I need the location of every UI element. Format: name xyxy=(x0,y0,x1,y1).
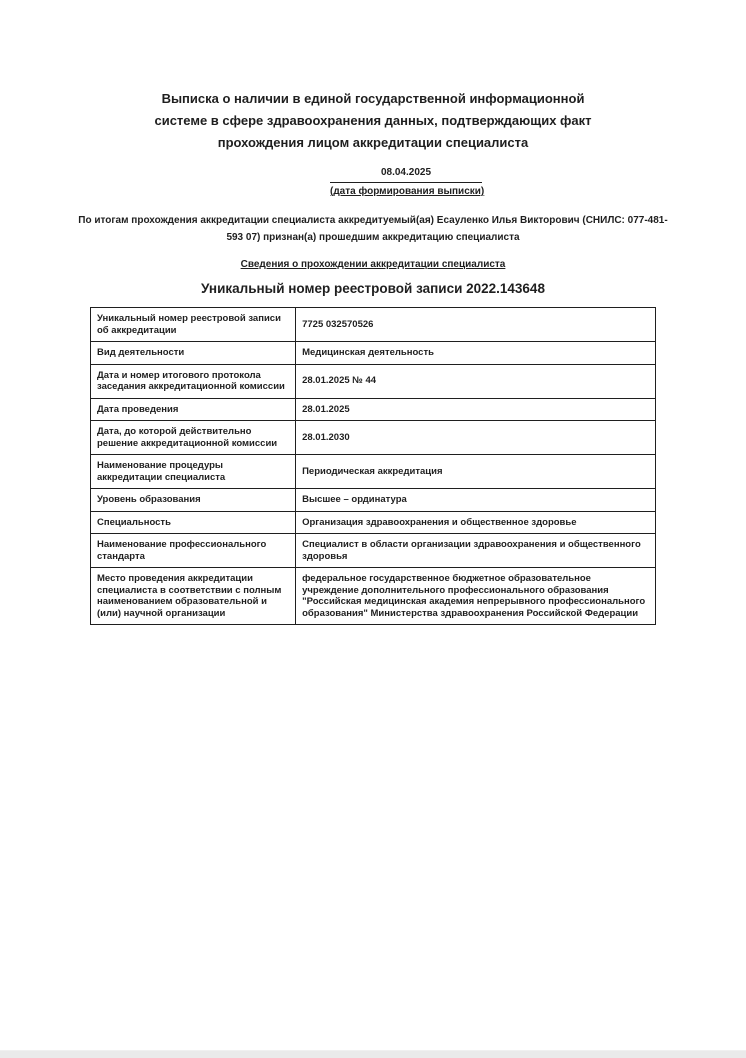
field-value: Периодическая аккредитация xyxy=(296,455,656,489)
registry-number-heading: Уникальный номер реестровой записи 2022.143648 xyxy=(201,281,545,296)
table-row xyxy=(91,455,656,489)
field-label: Дата и номер итогового протокола заседания аккредитационной комиссии xyxy=(91,364,296,398)
table-row xyxy=(91,342,656,365)
horizontal-scrollbar-track[interactable] xyxy=(0,1050,746,1058)
title-line: прохождения лицом аккредитации специалиста xyxy=(217,135,529,150)
intro-paragraph xyxy=(74,212,672,246)
table-row xyxy=(91,398,656,421)
intro-line: 593 07) признан(а) прошедшим аккредитацию специалиста xyxy=(226,232,520,243)
field-label: Дата проведения xyxy=(91,398,296,421)
accreditation-table-body xyxy=(91,308,656,625)
field-value: 28.01.2025 xyxy=(296,398,656,421)
field-label: Наименование процедуры аккредитации специалиста xyxy=(91,455,296,489)
field-label: Наименование профессионального стандарта xyxy=(91,534,296,568)
title-line: системе в сфере здравоохранения данных, подтверждающих факт xyxy=(154,113,592,128)
field-value: Высшее – ординатура xyxy=(296,489,656,512)
issue-date-block xyxy=(330,166,485,199)
title-line: Выписка о наличии в единой государственной информационной xyxy=(161,91,585,106)
intro-line: По итогам прохождения аккредитации специалиста аккредитуемый(ая) Есауленко Илья Викторович (СНИЛС: 077-481- xyxy=(78,215,668,226)
accreditation-table xyxy=(90,307,656,625)
field-value: 7725 032570526 xyxy=(296,308,656,342)
field-label: Дата, до которой действительно решение аккредитационной комиссии xyxy=(91,421,296,455)
field-value: 28.01.2025 № 44 xyxy=(296,364,656,398)
field-label: Место проведения аккредитации специалиста в соответствии с полным наименованием образовательной и (или) научной организации xyxy=(91,568,296,625)
table-row xyxy=(91,489,656,512)
field-value: 28.01.2030 xyxy=(296,421,656,455)
field-value: Специалист в области организации здравоохранения и общественного здоровья xyxy=(296,534,656,568)
field-label: Уникальный номер реестровой записи об аккредитации xyxy=(91,308,296,342)
issue-date: 08.04.2025 xyxy=(330,166,482,183)
table-row xyxy=(91,568,656,625)
section-heading: Сведения о прохождении аккредитации специалиста xyxy=(240,259,506,270)
field-value: Медицинская деятельность xyxy=(296,342,656,365)
field-value: Организация здравоохранения и общественное здоровье xyxy=(296,511,656,534)
table-row xyxy=(91,534,656,568)
table-row xyxy=(91,364,656,398)
issue-date-caption: (дата формирования выписки) xyxy=(330,186,485,197)
field-label: Уровень образования xyxy=(91,489,296,512)
table-row xyxy=(91,511,656,534)
table-row xyxy=(91,421,656,455)
document-title xyxy=(88,88,658,154)
field-value: федеральное государственное бюджетное образовательное учреждение дополнительного профессионального образования "Российская медицинская академия непрерывного профессионального образования" Министерства здравоохранения Российской Федерации xyxy=(296,568,656,625)
table-row xyxy=(91,308,656,342)
field-label: Специальность xyxy=(91,511,296,534)
field-label: Вид деятельности xyxy=(91,342,296,365)
